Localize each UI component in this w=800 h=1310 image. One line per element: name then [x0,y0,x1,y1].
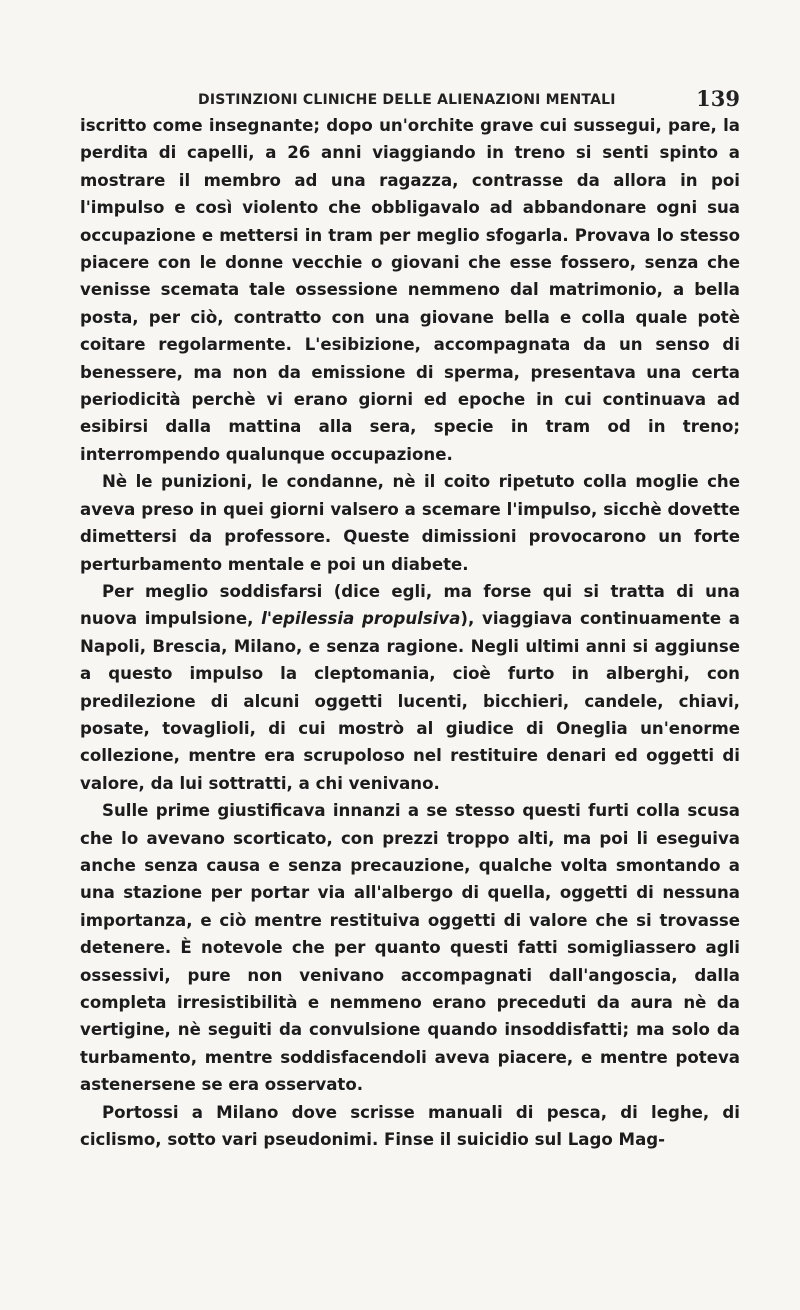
paragraph-1: iscritto come insegnante; dopo un'orchite grave cui sussegui, pare, la perdita di capelli, a 26 anni viaggiando in treno si senti spinto a mostrare il membro ad una ragazza, contrasse da allora in poi l'impulso e così violento che obbligavalo ad abbandonare ogni sua occupazione e mettersi in tram per meglio sfogarla. Provava lo stesso piacere con le donne vecchie o giovani che esse fossero, senza che venisse scemata tale ossessione nemmeno dal matrimonio, a bella posta, per ciò, contratto con una giovane bella e colla quale potè coitare regolarmente. L'esibizione, accompagnata da un senso di benessere, ma non da emissione di sperma, presentava una certa periodicità perchè vi erano giorni ed epoche in cui continuava ad esibirsi dalla mattina alla sera, specie in tram od in treno; interrompendo qualunque occupazione. [80,116,740,464]
page-number: 139 [696,86,740,111]
running-title: DISTINZIONI CLINICHE DELLE ALIENAZIONI MENTALI [198,92,616,108]
paragraph-3-text-after: ), viaggiava continuamente a Napoli, Brescia, Milano, e senza ragione. Negli ultimi anni si aggiunse a questo impulso la cleptomania, cioè furto in alberghi, con predilezione di alcuni oggetti lucenti, bicchieri, candele, chiavi, posate, tovaglioli, di cui mostrò al giudice di Oneglia un'enorme collezione, mentre era scrupoloso nel restituire denari ed oggetti di valore, da lui sottratti, a chi venivano. [80,609,740,793]
paragraph-2: Nè le punizioni, le condanne, nè il coito ripetuto colla moglie che aveva preso in quei giorni valsero a scemare l'impulso, sicchè dovette dimettersi da professore. Queste dimissioni provocarono un forte perturbamento mentale e poi un diabete. [80,472,740,574]
paragraph-4: Sulle prime giustificava innanzi a se stesso questi furti colla scusa che lo avevano scorticato, con prezzi troppo alti, ma poi li eseguiva anche senza causa e senza precauzione, qualche volta smontando a una stazione per portar via all'albergo di quella, oggetti di nessuna importanza, e ciò mentre restituiva oggetti di valore che si trovasse detenere. È notevole che per quanto questi fatti somigliassero agli ossessivi, pure non venivano accompagnati dall'angoscia, dalla completa irresistibilità e nemmeno erano preceduti da aura nè da vertigine, nè seguiti da convulsione quando insoddisfatti; ma solo da turbamento, mentre soddisfacendoli aveva piacere, e mentre poteva astenersene se era osservato. [80,801,740,1095]
paragraph-5: Portossi a Milano dove scrisse manuali di pesca, di leghe, di ciclismo, sotto vari pseudonimi. Finse il suicidio sul Lago Mag- [80,1102,740,1150]
paragraph-3-text-before: Per meglio soddisfarsi (dice egli, ma forse qui si tratta di una nuova impulsione, [80,581,740,629]
body-text [80,112,740,1153]
paragraph-3-italic-term: l'epilessia propulsiva [261,609,461,629]
paragraph-3 [80,578,740,797]
page-header [80,86,740,114]
